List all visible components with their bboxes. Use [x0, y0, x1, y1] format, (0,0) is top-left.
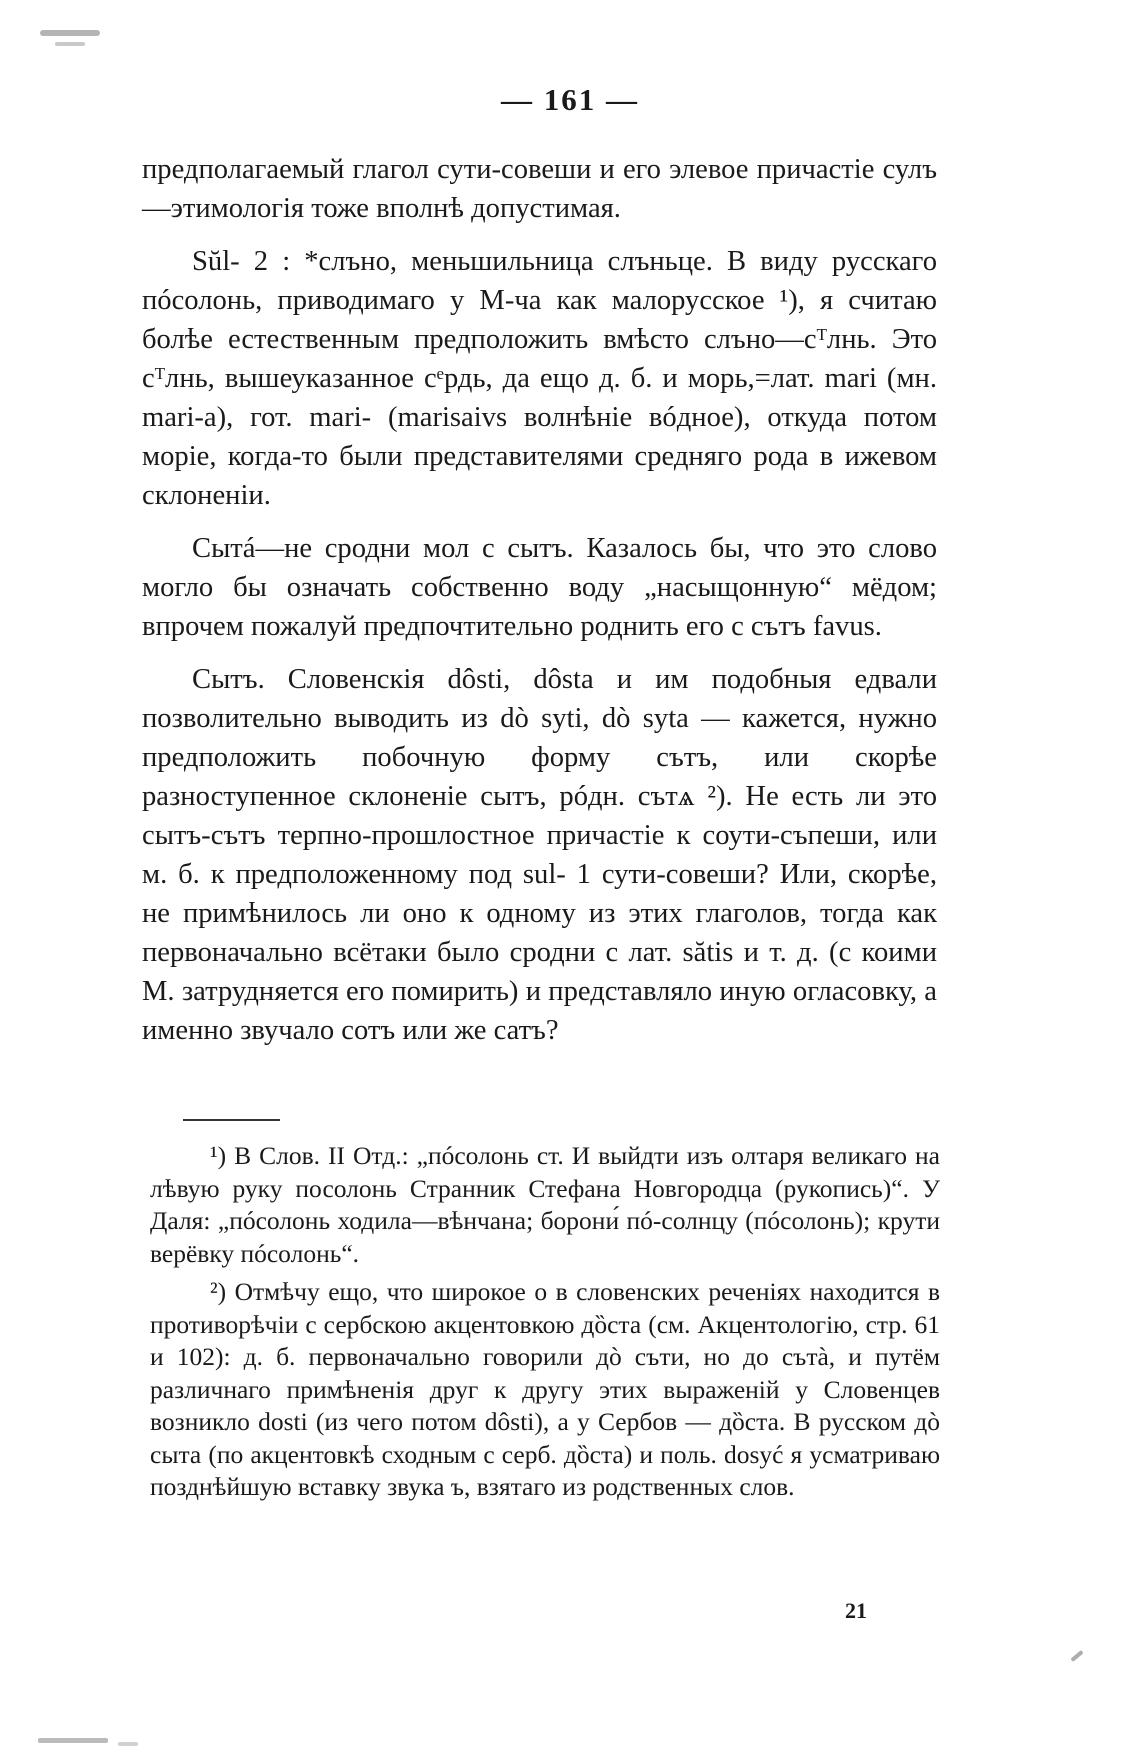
- paragraph: Сытъ. Словенскія dôsti, dôsta и им подобныя едвали позволительно выводить из dò syti, dò syta — кажется, нужно предположить побочную форму сътъ, или скорѣе разноступенное склоненіе сытъ, рóдн. сътѧ ²). Не есть ли это сытъ-сътъ терпно-прошлостное причастіе к соути-съпеши, или м. б. к предположенному под sul- 1 сути-совеши? Или, скорѣе, не примѣнилось ли оно к одному из этих глаголов, тогда как первоначально всётаки было сродни с лат. sătis и т. д. (с коими М. затрудняется его помирить) и представляло иную огласовку, а именно звучало сотъ или же сатъ?: [142, 664, 937, 1046]
- paragraph: предполагаемый глагол сути-совеши и его элевое причастіе сулъ—этимологія тоже вполнѣ допустимая.: [142, 154, 937, 224]
- printer-signature-mark: 21: [845, 1598, 867, 1623]
- main-text: [142, 150, 937, 1064]
- scan-speck: [1070, 1650, 1083, 1662]
- footnotes: [150, 1140, 940, 1510]
- scan-speck: [38, 1738, 108, 1743]
- footnote: ¹) В Слов. II Отд.: „пóсолонь ст. И выйдти изъ олтаря великаго на лѣвую руку посолонь Странник Стефана Новгородца (рукопись)“. У Даля: „пóсолонь ходила—вѣнчана; борони́ пó-солнцу (пóсолонь); крути верёвку пóсолонь“.: [150, 1141, 940, 1268]
- scan-speck: [55, 42, 85, 46]
- page-number: — 161 —: [501, 82, 639, 117]
- footnote: ²) Отмѣчу ещо, что широкое o в словенских реченіях находится в противорѣчіи с сербскою акцентовкою дȍста (см. Акцентологію, стр. 61 и 102): д. б. первоначально говорили дò съти, но до сътà, и путём различнаго примѣненія друг к другу этих выраженій у Словенцев возникло dosti (из чего потом dôsti), а у Сербов — дȍста. В русском дò сыта (по акцентовкѣ сходным с серб. дȍста) и поль. dosyć я усматриваю позднѣйшую вставку звука ъ, взятаго из родственных слов.: [150, 1277, 940, 1501]
- footnote-divider: [183, 1119, 280, 1121]
- scan-speck: [40, 30, 100, 36]
- paragraph: Сытá—не сродни мол с сытъ. Казалось бы, что это слово могло бы означать собственно воду „насыщонную“ мёдом; впрочем пожалуй предпочтительно роднить его с сътъ favus.: [142, 533, 937, 642]
- scan-speck: [118, 1742, 138, 1746]
- paragraph: Sŭl- 2 : *слъно, меньшильница слъньце. В виду русскаго пóсолонь, приводимаго у М-ча как малорусское ¹), я считаю болѣе естественным предположить вмѣсто слъно—сᵀлнь. Это сᵀлнь, вышеуказанное сᵉрдь, да ещо д. б. и морь,=лат. mari (мн. mari-a), гот. mari- (marisaivs волнѣніе вóдное), откуда потом моріе, когда-то были представителями средняго рода в ижевом склоненіи.: [142, 246, 937, 511]
